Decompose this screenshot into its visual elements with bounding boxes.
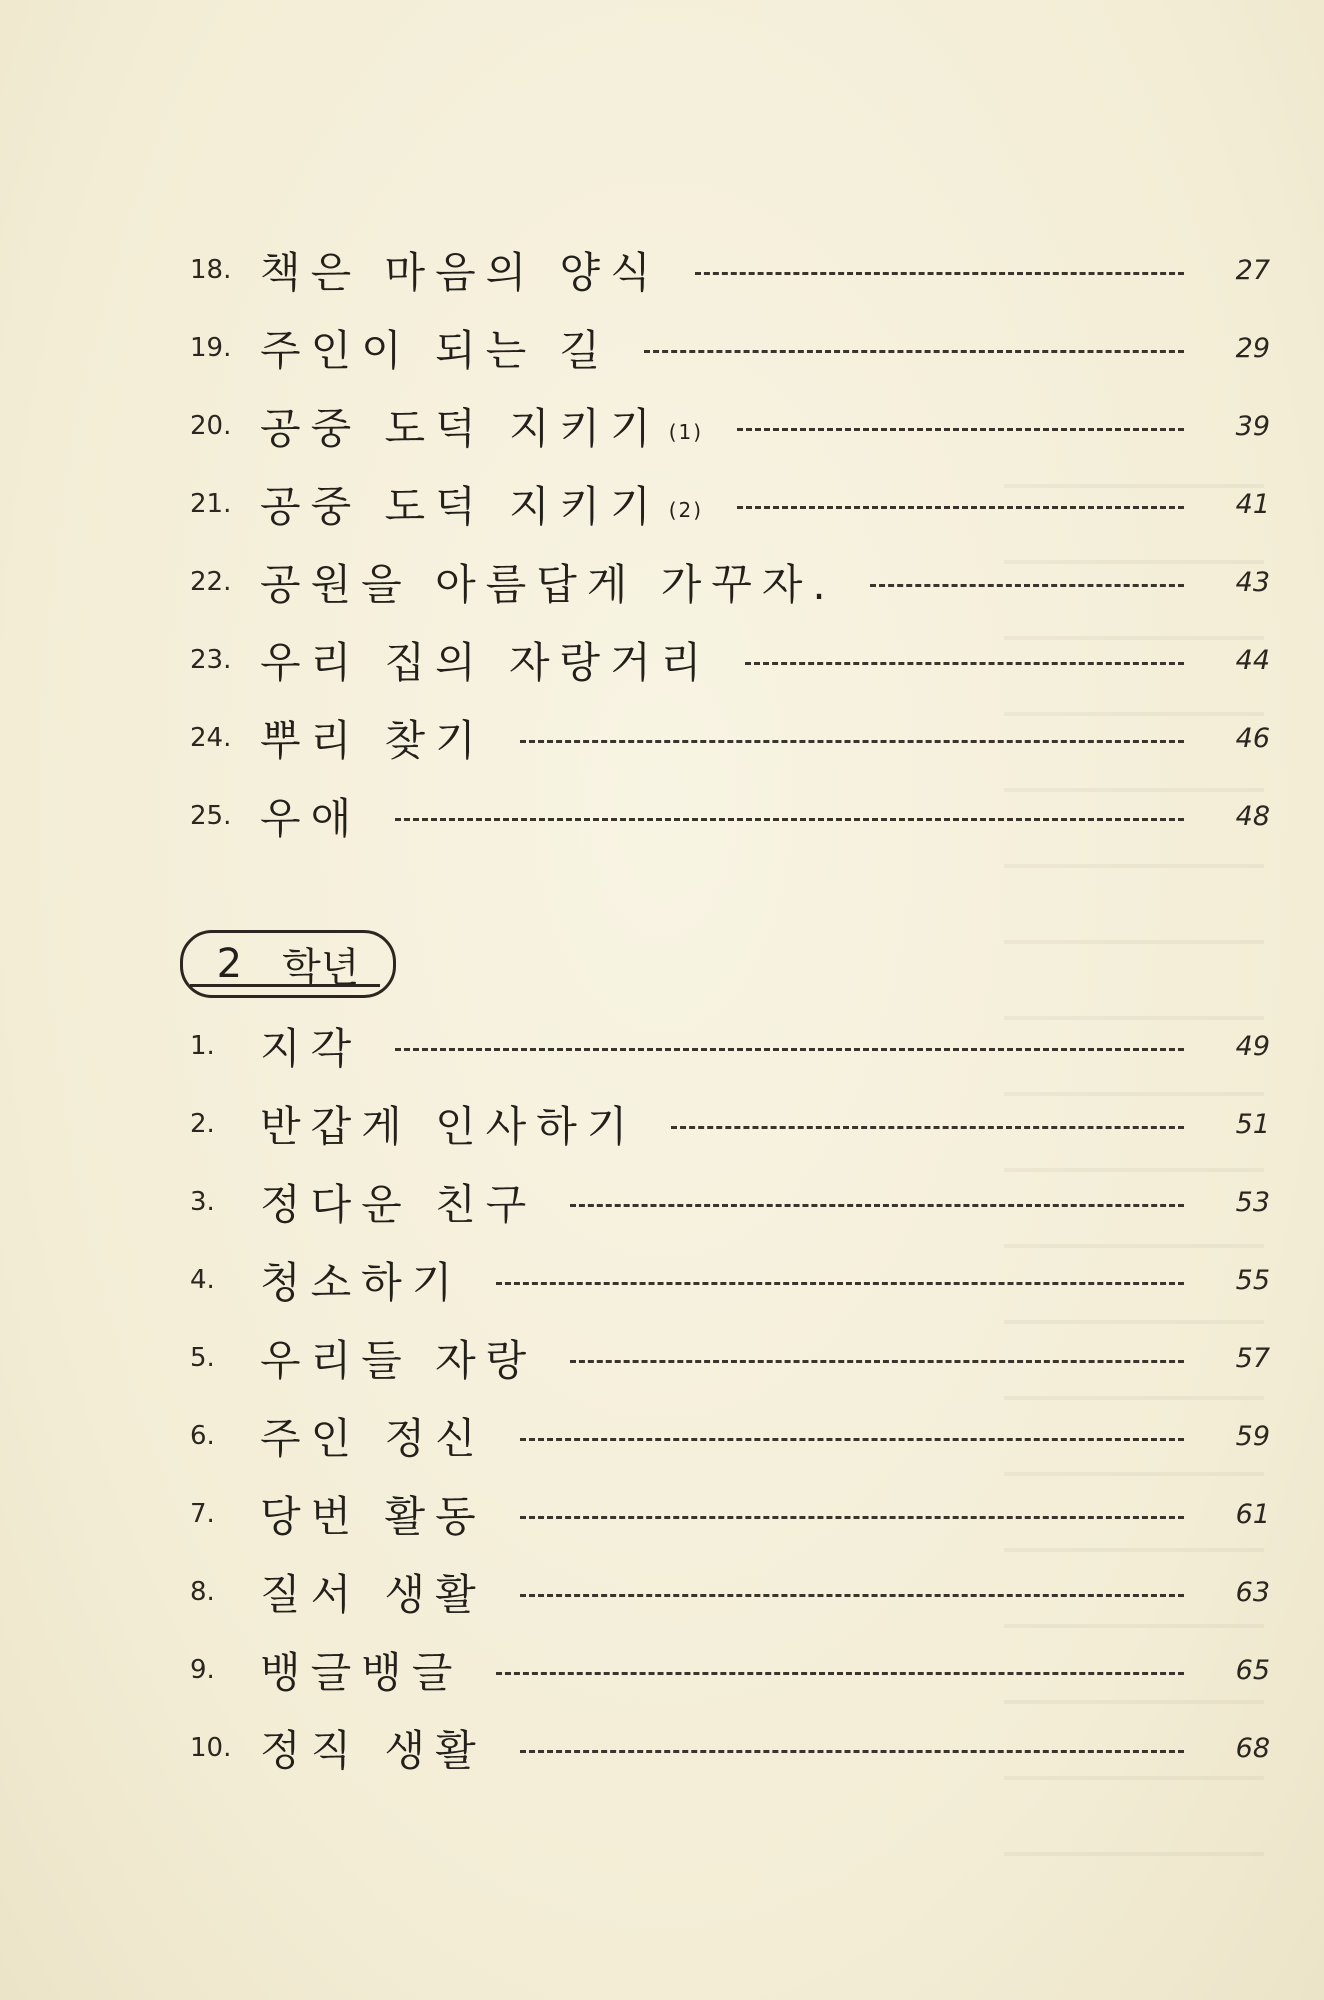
- toc-entry: [190, 1172, 1270, 1232]
- dot-leader: [745, 662, 1184, 665]
- toc-entry: [190, 786, 1270, 846]
- dot-leader: [671, 1126, 1184, 1129]
- dot-leader: [520, 740, 1184, 743]
- toc-entry: [190, 396, 1270, 456]
- entry-page: 48: [1235, 800, 1270, 832]
- entry-title: 질서 생활: [260, 1570, 486, 1619]
- entry-page: 46: [1235, 722, 1270, 754]
- entry-part: (1): [668, 419, 704, 444]
- toc-entry: [190, 1484, 1270, 1544]
- entry-title: 뿌리 찾기: [260, 716, 486, 765]
- section-title: 학년: [282, 944, 360, 991]
- entry-title: 주인 정신: [260, 1414, 486, 1463]
- entry-page: 44: [1235, 644, 1270, 676]
- entry-title: 공원을 아름답게 가꾸자.: [260, 560, 836, 609]
- entry-page: 51: [1235, 1108, 1270, 1140]
- entry-number: 4.: [190, 1265, 215, 1295]
- dot-leader: [644, 350, 1184, 353]
- entry-number: 20.: [190, 411, 232, 441]
- entry-title-text: 공중 도덕 지키기: [260, 404, 661, 453]
- toc-entry: [190, 1094, 1270, 1154]
- dot-leader: [496, 1282, 1184, 1285]
- entry-page: 55: [1235, 1264, 1270, 1296]
- entry-title-text: 공중 도덕 지키기: [260, 482, 661, 531]
- entry-number: 23.: [190, 645, 232, 675]
- entry-number: 2.: [190, 1109, 215, 1139]
- entry-title: 정다운 친구: [260, 1180, 537, 1229]
- section-header: [180, 930, 396, 998]
- entry-page: 63: [1235, 1576, 1270, 1608]
- section-number: 2: [216, 941, 243, 987]
- entry-page: 68: [1235, 1732, 1270, 1764]
- entry-title: 당번 활동: [260, 1492, 486, 1541]
- entry-number: 3.: [190, 1187, 215, 1217]
- dot-leader: [520, 1516, 1184, 1519]
- entry-title: [260, 474, 703, 534]
- entry-number: 18.: [190, 255, 232, 285]
- section-underline: [190, 984, 380, 987]
- entry-number: 25.: [190, 801, 232, 831]
- entry-page: 27: [1235, 254, 1270, 286]
- entry-number: 7.: [190, 1499, 215, 1529]
- entry-title: 청소하기: [260, 1258, 463, 1307]
- entry-page: 61: [1235, 1498, 1270, 1530]
- dot-leader: [570, 1360, 1184, 1363]
- entry-number: 1.: [190, 1031, 215, 1061]
- entry-title: 정직 생활: [260, 1726, 486, 1775]
- entry-number: 6.: [190, 1421, 215, 1451]
- entry-page: 49: [1235, 1030, 1270, 1062]
- entry-title: 우리 집의 자랑거리: [260, 638, 712, 687]
- dot-leader: [395, 818, 1184, 821]
- entry-page: 59: [1235, 1420, 1270, 1452]
- entry-title: 우리들 자랑: [260, 1336, 537, 1385]
- entry-number: 21.: [190, 489, 232, 519]
- entry-title: 주인이 되는 길: [260, 326, 611, 375]
- toc-entry: [190, 1250, 1270, 1310]
- entry-page: 39: [1235, 410, 1270, 442]
- entry-title: 지각: [260, 1024, 362, 1073]
- entry-number: 19.: [190, 333, 232, 363]
- entry-title: 반갑게 인사하기: [260, 1102, 638, 1151]
- entry-page: 57: [1235, 1342, 1270, 1374]
- toc-entry: [190, 630, 1270, 690]
- dot-leader: [737, 506, 1184, 509]
- toc-entry: [190, 318, 1270, 378]
- entry-title: 뱅글뱅글: [260, 1648, 463, 1697]
- dot-leader: [520, 1438, 1184, 1441]
- dot-leader: [520, 1750, 1184, 1753]
- dot-leader: [395, 1048, 1184, 1051]
- entry-page: 29: [1235, 332, 1270, 364]
- entry-page: 43: [1235, 566, 1270, 598]
- dot-leader: [737, 428, 1184, 431]
- entry-page: 41: [1235, 488, 1270, 520]
- toc-entry: [190, 1016, 1270, 1076]
- entry-number: 9.: [190, 1655, 215, 1685]
- entry-title: 책은 마음의 양식: [260, 248, 661, 297]
- toc-entry: [190, 552, 1270, 612]
- toc-entry: [190, 708, 1270, 768]
- toc-entry: [190, 1562, 1270, 1622]
- entry-number: 10.: [190, 1733, 232, 1763]
- toc-entry: [190, 474, 1270, 534]
- entry-page: 53: [1235, 1186, 1270, 1218]
- toc-entry: [190, 1406, 1270, 1466]
- dot-leader: [695, 272, 1184, 275]
- entry-number: 5.: [190, 1343, 215, 1373]
- entry-title: [260, 396, 703, 456]
- entry-page: 65: [1235, 1654, 1270, 1686]
- entry-title: 우애: [260, 794, 362, 843]
- dot-leader: [520, 1594, 1184, 1597]
- entry-number: 8.: [190, 1577, 215, 1607]
- dot-leader: [570, 1204, 1184, 1207]
- entry-part: (2): [668, 497, 704, 522]
- dot-leader: [496, 1672, 1184, 1675]
- entry-number: 24.: [190, 723, 232, 753]
- toc-entry: [190, 1718, 1270, 1778]
- toc-entry: [190, 1640, 1270, 1700]
- entry-number: 22.: [190, 567, 232, 597]
- toc-entry: [190, 1328, 1270, 1388]
- toc-entry: [190, 240, 1270, 300]
- dot-leader: [870, 584, 1184, 587]
